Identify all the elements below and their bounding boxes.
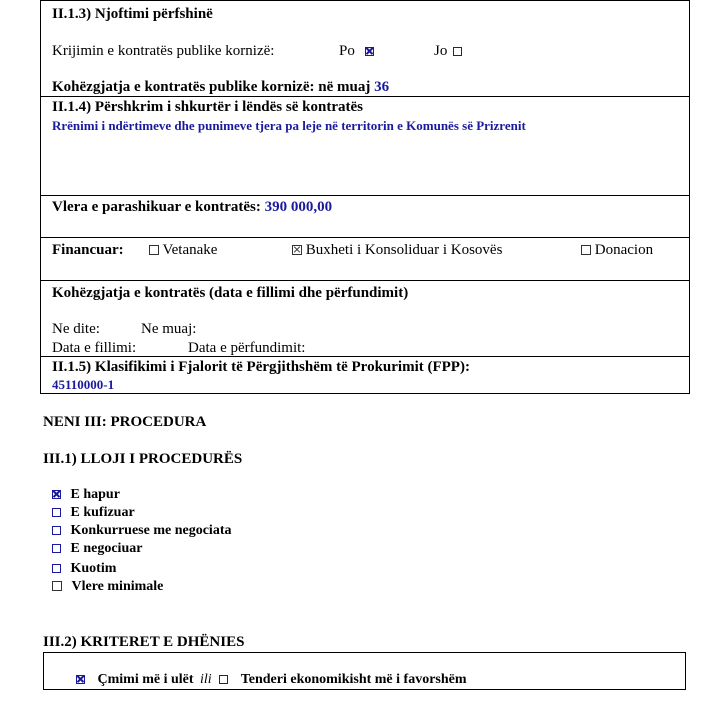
divider: [40, 356, 690, 357]
months-label: Ne muaj:: [141, 321, 197, 337]
award-or: ili: [200, 672, 212, 687]
checkbox-checked-icon[interactable]: [76, 675, 85, 684]
divider: [40, 96, 690, 97]
checkbox-icon[interactable]: [52, 581, 62, 591]
financing-option-label: Donacion: [594, 242, 654, 258]
table-right-border: [689, 0, 690, 394]
award-criteria-heading: III.2) KRITERET E DHËNIES: [43, 634, 245, 650]
award-criteria-options: [76, 672, 467, 688]
procedure-label: Vlere minimale: [71, 579, 164, 594]
checkbox-icon[interactable]: [219, 675, 228, 684]
framework-duration-label: Kohëzgjatja e kontratës publike kornizë: në muaj: [52, 79, 371, 95]
checkbox-icon[interactable]: [52, 508, 61, 517]
procedure-option-konkurruese[interactable]: [52, 523, 231, 539]
financing-option-label: Buxheti i Konsoliduar i Kosovës: [305, 242, 503, 258]
cpv-code: 45110000-1: [52, 377, 115, 392]
table-bottom-border: [40, 393, 690, 394]
financing-option-label: Vetanake: [162, 242, 218, 258]
section-113-title: II.1.3) Njoftimi përfshinë: [52, 6, 213, 22]
po-option[interactable]: [339, 43, 374, 60]
procedure-label: Konkurruese me negociata: [70, 523, 232, 538]
financing-option-vetanake[interactable]: [149, 242, 217, 259]
procedure-option-e-kufizuar[interactable]: [52, 505, 135, 521]
start-date-label: Data e fillimi:: [52, 340, 137, 356]
checkbox-icon[interactable]: [52, 564, 61, 573]
divider: [40, 237, 690, 238]
financing-option-budget[interactable]: [292, 242, 502, 259]
checkbox-checked-icon[interactable]: [52, 490, 61, 499]
days-label: Ne dite:: [52, 321, 100, 337]
estimated-value-amount: 390 000,00: [264, 199, 333, 215]
divider: [40, 280, 690, 281]
framework-duration: [52, 79, 389, 96]
procedure-label: E kufizuar: [70, 505, 135, 520]
po-checkbox-checked-icon[interactable]: [365, 47, 374, 56]
framework-duration-value: 36: [374, 79, 390, 95]
financing-option-donacion[interactable]: [581, 242, 653, 259]
procedure-option-e-negociuar[interactable]: [52, 541, 142, 557]
end-date-label: Data e përfundimit:: [188, 340, 306, 356]
estimated-value: [52, 199, 332, 216]
contract-duration-title: Kohëzgjatja e kontratës (data e fillimi dhe përfundimit): [52, 285, 409, 301]
estimated-value-label: Vlera e parashikuar e kontratës:: [52, 199, 261, 215]
award-option-meat[interactable]: Tenderi ekonomikisht më i favorshëm: [240, 672, 467, 687]
po-label: Po: [339, 43, 355, 59]
jo-label: Jo: [434, 43, 448, 59]
table-top-border: [40, 0, 690, 1]
table-left-border: [40, 0, 41, 394]
checkbox-icon[interactable]: [581, 245, 591, 255]
procedure-label: E negociuar: [70, 541, 143, 556]
contract-description: Rrënimi i ndërtimeve dhe punimeve tjera pa leje në territorin e Komunës së Prizrenit: [52, 118, 526, 133]
procedure-label: E hapur: [70, 487, 120, 502]
divider: [40, 195, 690, 196]
procedure-option-vlere-minimale[interactable]: [52, 579, 163, 595]
procedure-label: Kuotim: [70, 561, 117, 576]
award-option-lowest-price[interactable]: Çmimi më i ulët: [97, 672, 194, 687]
procedure-option-e-hapur[interactable]: [52, 487, 120, 503]
procedure-type-heading: III.1) LLOJI I PROCEDURËS: [43, 451, 243, 467]
framework-label: Krijimin e kontratës publike kornizë:: [52, 43, 275, 59]
jo-option[interactable]: [434, 43, 462, 60]
section-115-title: II.1.5) Klasifikimi i Fjalorit të Përgjithshëm të Prokurimit (FPP):: [52, 359, 470, 375]
section-114-title: II.1.4) Përshkrim i shkurtër i lëndës së kontratës: [52, 99, 363, 115]
procedure-option-kuotim[interactable]: [52, 561, 116, 577]
financing-label: Financuar:: [52, 242, 124, 258]
section-3-heading: NENI III: PROCEDURA: [43, 414, 207, 430]
checkbox-icon[interactable]: [149, 245, 159, 255]
jo-checkbox-icon[interactable]: [453, 47, 462, 56]
checkbox-icon[interactable]: [52, 526, 61, 535]
checkbox-checked-icon[interactable]: [292, 245, 302, 255]
checkbox-icon[interactable]: [52, 544, 61, 553]
